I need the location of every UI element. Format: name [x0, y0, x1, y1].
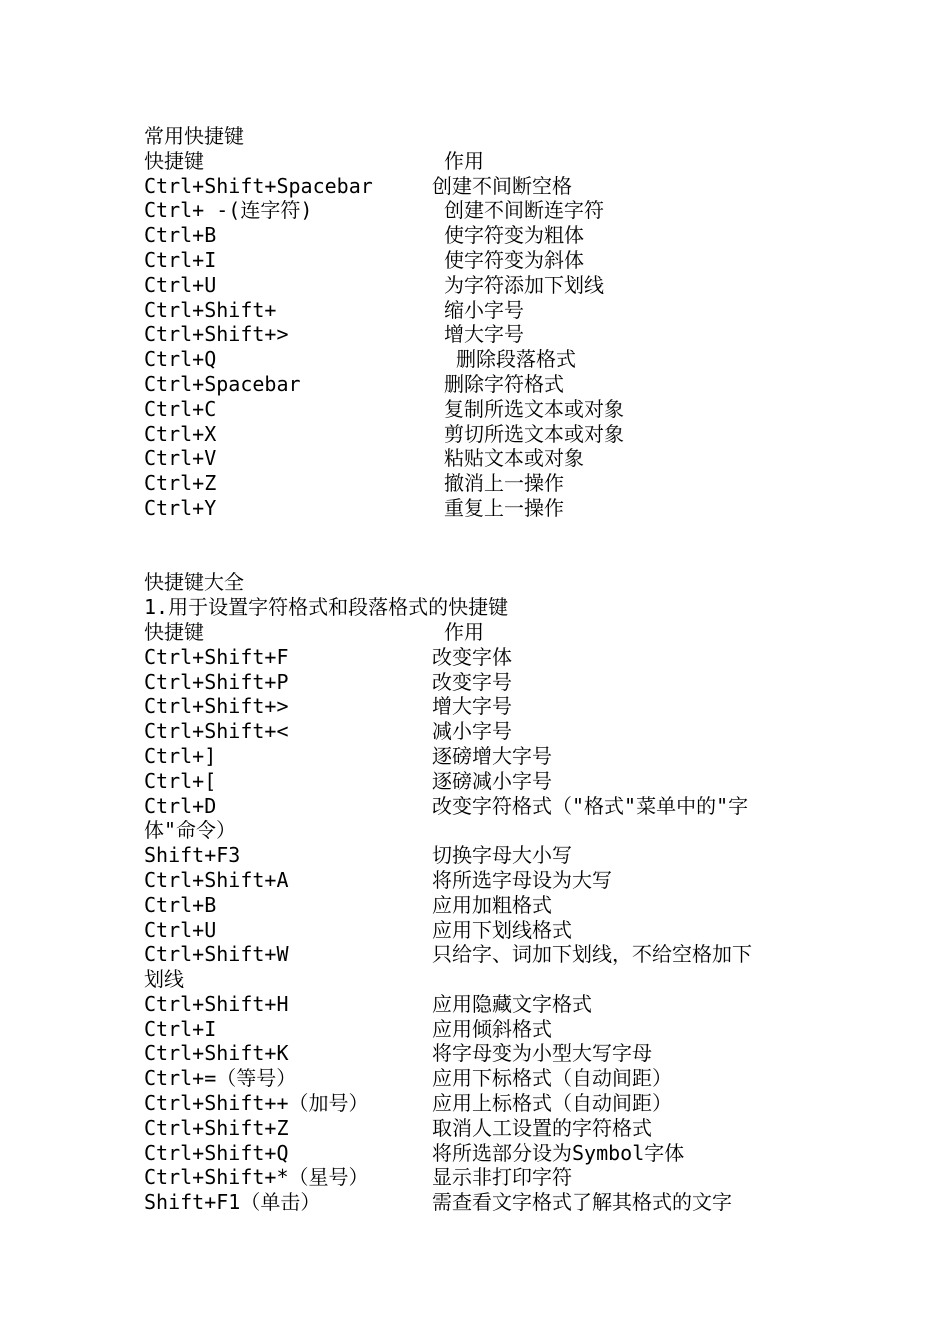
shortcut-row: [144, 446, 824, 471]
shortcut-row: [144, 1190, 824, 1215]
shortcut-description: 改变字号: [432, 669, 512, 694]
shortcut-description: 只给字、词加下划线，不给空格加下: [432, 942, 752, 967]
shortcut-description: 改变字体: [432, 644, 512, 669]
shortcut-row: [144, 471, 824, 496]
shortcut-key: Ctrl+I: [144, 247, 217, 272]
shortcut-row: [144, 422, 824, 447]
shortcut-key: Ctrl+Spacebar: [144, 371, 301, 396]
shortcut-key: Ctrl+D: [144, 793, 217, 818]
shortcut-row: [144, 694, 824, 719]
shortcut-key: Ctrl+Shift+F: [144, 644, 289, 669]
shortcut-row: [144, 1041, 824, 1066]
shortcut-key: Ctrl+U: [144, 272, 217, 297]
shortcut-key: Ctrl+Shift+W: [144, 942, 289, 967]
shortcut-description: 撤消上一操作: [444, 471, 564, 496]
shortcut-description: 将所选字母设为大写: [432, 867, 612, 892]
shortcut-description: 应用倾斜格式: [432, 1016, 552, 1041]
shortcut-description-wrap: 体"命令）: [144, 818, 237, 843]
shortcut-row: [144, 670, 824, 695]
shortcut-row: [144, 496, 824, 521]
shortcut-description: 为字符添加下划线: [444, 272, 604, 297]
shortcut-key: Ctrl+I: [144, 1016, 217, 1041]
shortcut-key: Shift+F1（单击）: [144, 1190, 321, 1215]
shortcut-key: Ctrl+V: [144, 446, 217, 471]
shortcut-key: Ctrl+]: [144, 743, 217, 768]
shortcut-key: Ctrl+Shift+P: [144, 669, 289, 694]
shortcut-key: Ctrl+Shift+: [144, 297, 277, 322]
shortcut-key: Ctrl+X: [144, 421, 217, 446]
shortcut-description: 切换字母大小写: [432, 843, 572, 868]
shortcut-key: Ctrl+Y: [144, 495, 217, 520]
shortcut-row: [144, 298, 824, 323]
shortcut-key: Ctrl+Shift++（加号）: [144, 1091, 369, 1116]
section1-title: 常用快捷键: [144, 124, 244, 148]
shortcut-description: 应用加粗格式: [432, 892, 552, 917]
section2-header-key: 快捷键: [144, 619, 204, 644]
shortcut-description: 创建不间断连字符: [444, 198, 604, 223]
shortcut-row: [144, 992, 824, 1017]
shortcut-description: 需查看文字格式了解其格式的文字: [432, 1190, 732, 1215]
shortcut-key: Shift+F3: [144, 843, 241, 868]
shortcut-key: Ctrl+ -(连字符): [144, 198, 313, 223]
shortcut-description: 复制所选文本或对象: [444, 396, 624, 421]
shortcut-row: [144, 198, 824, 223]
shortcut-description-continued: [144, 967, 824, 992]
shortcut-row: [144, 1017, 824, 1042]
shortcut-row: [144, 843, 824, 868]
shortcut-row: [144, 893, 824, 918]
shortcut-key: Ctrl+Shift+>: [144, 694, 289, 719]
shortcut-key: Ctrl+Shift+K: [144, 1041, 289, 1066]
shortcut-row: [144, 942, 824, 967]
shortcut-description-continued: [144, 818, 824, 843]
shortcut-row: [144, 397, 824, 422]
shortcut-key: Ctrl+Q: [144, 347, 217, 372]
shortcut-key: Ctrl+Shift+*（星号）: [144, 1165, 369, 1190]
shortcut-description: 应用下标格式（自动间距）: [432, 1066, 672, 1091]
shortcut-description: 增大字号: [444, 322, 524, 347]
shortcut-description: 显示非打印字符: [432, 1165, 572, 1190]
shortcut-row: [144, 174, 824, 199]
shortcut-row: [144, 794, 824, 819]
shortcut-row: [144, 372, 824, 397]
shortcut-row: [144, 223, 824, 248]
shortcut-description: 应用隐藏文字格式: [432, 991, 592, 1016]
shortcut-key: Ctrl+Shift+Spacebar: [144, 173, 373, 198]
section1-rows: [144, 174, 824, 521]
shortcut-key: Ctrl+B: [144, 892, 217, 917]
shortcut-description: 使字符变为粗体: [444, 223, 584, 248]
shortcut-row: [144, 1091, 824, 1116]
section1-header-desc: 作用: [444, 148, 484, 173]
document-page: [144, 124, 824, 1215]
shortcut-description: 将字母变为小型大写字母: [432, 1041, 652, 1066]
shortcut-description: 重复上一操作: [444, 495, 564, 520]
shortcut-row: [144, 645, 824, 670]
shortcut-row: [144, 347, 824, 372]
shortcut-row: [144, 769, 824, 794]
shortcut-row: [144, 1165, 824, 1190]
section2-title: 快捷键大全: [144, 570, 244, 595]
section2-subtitle: 1.用于设置字符格式和段落格式的快捷键: [144, 595, 509, 620]
shortcut-key: Ctrl+=（等号）: [144, 1066, 297, 1091]
section2-header-row: [144, 620, 824, 645]
shortcut-key: Ctrl+Shift+A: [144, 867, 289, 892]
shortcut-row: [144, 1066, 824, 1091]
shortcut-description: 剪切所选文本或对象: [444, 421, 624, 446]
shortcut-description: 删除字符格式: [444, 371, 564, 396]
shortcut-row: [144, 1141, 824, 1166]
shortcut-row: [144, 868, 824, 893]
shortcut-key: Ctrl+B: [144, 223, 217, 248]
shortcut-key: Ctrl+Shift+Q: [144, 1140, 289, 1165]
shortcut-row: [144, 273, 824, 298]
shortcut-description: 缩小字号: [444, 297, 524, 322]
section2-rows: [144, 645, 824, 1215]
shortcut-description-wrap: 划线: [144, 967, 184, 992]
shortcut-row: [144, 1116, 824, 1141]
section-gap: [144, 521, 824, 571]
shortcut-description: 应用下划线格式: [432, 917, 572, 942]
shortcut-key: Ctrl+Shift+H: [144, 991, 289, 1016]
shortcut-key: Ctrl+[: [144, 768, 217, 793]
shortcut-description: 增大字号: [432, 694, 512, 719]
shortcut-description: 粘贴文本或对象: [444, 446, 584, 471]
shortcut-description: 将所选部分设为Symbol字体: [432, 1140, 685, 1165]
shortcut-description: 应用上标格式（自动间距）: [432, 1091, 672, 1116]
section2-header-desc: 作用: [444, 619, 484, 644]
shortcut-description: 使字符变为斜体: [444, 247, 584, 272]
shortcut-description: 改变字符格式（"格式"菜单中的"字: [432, 793, 749, 818]
shortcut-row: [144, 248, 824, 273]
shortcut-key: Ctrl+C: [144, 396, 217, 421]
shortcut-description: 逐磅减小字号: [432, 768, 552, 793]
shortcut-row: [144, 719, 824, 744]
shortcut-key: Ctrl+Z: [144, 471, 217, 496]
shortcut-key: Ctrl+Shift+>: [144, 322, 289, 347]
shortcut-description: 逐磅增大字号: [432, 743, 552, 768]
section1-header-key: 快捷键: [144, 148, 204, 173]
shortcut-row: [144, 744, 824, 769]
shortcut-description: 创建不间断空格: [432, 173, 572, 198]
shortcut-description: 取消人工设置的字符格式: [432, 1115, 652, 1140]
section1-header-row: [144, 149, 824, 174]
shortcut-description: 删除段落格式: [456, 347, 576, 372]
shortcut-row: [144, 322, 824, 347]
shortcut-key: Ctrl+Shift+Z: [144, 1115, 289, 1140]
shortcut-description: 减小字号: [432, 719, 512, 744]
shortcut-key: Ctrl+Shift+<: [144, 719, 289, 744]
shortcut-row: [144, 918, 824, 943]
shortcut-key: Ctrl+U: [144, 917, 217, 942]
